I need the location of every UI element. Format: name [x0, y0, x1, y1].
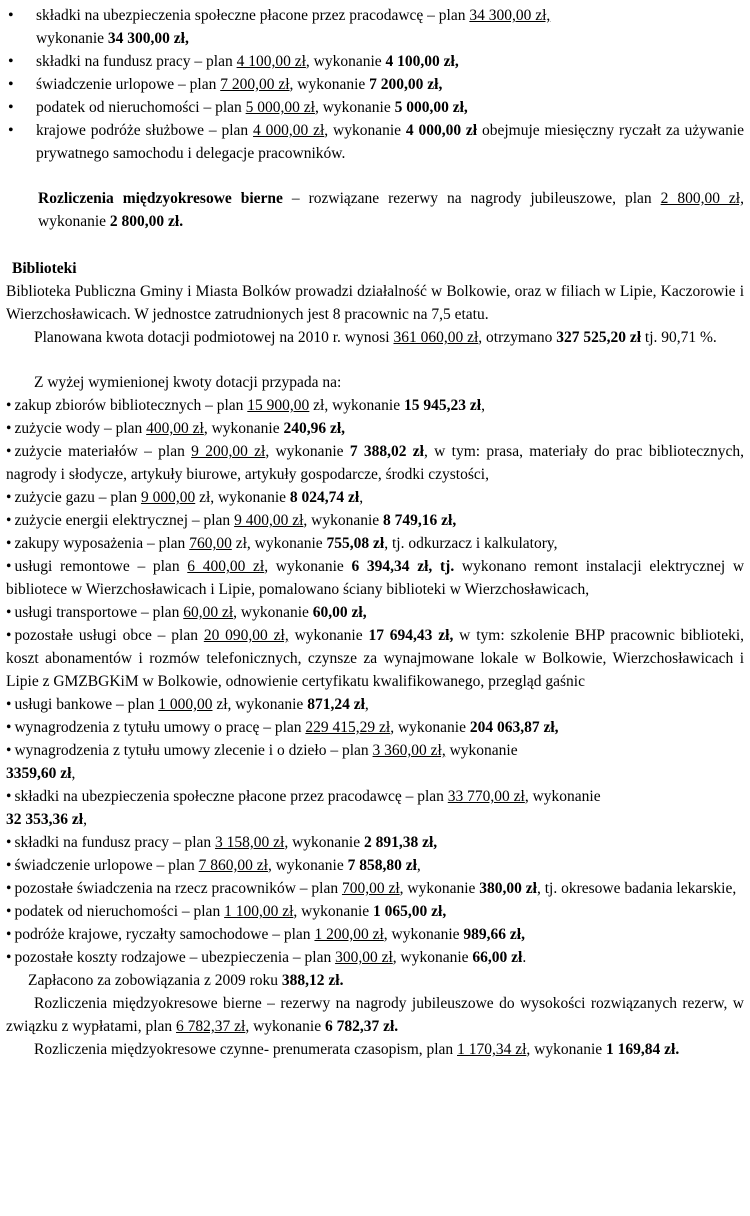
item-text: , — [481, 397, 485, 414]
list-item — [6, 417, 744, 440]
item-text: , wykonanie — [399, 880, 480, 897]
done-value: 327 525,20 zł — [556, 329, 642, 346]
plan-value: 15 900,00 — [247, 397, 310, 414]
plan-value: 20 090,00 zł, — [203, 627, 289, 644]
bullet-icon: • — [6, 742, 12, 759]
bullet-icon: • — [6, 719, 12, 736]
item-text: składki na ubezpieczenia społeczne płacone przez pracodawcę – plan — [36, 7, 470, 24]
item-text: , — [83, 811, 87, 828]
done-value: 1 065,00 zł, — [373, 903, 447, 920]
item-text: zł, wykonanie — [212, 696, 308, 713]
item-text: , wykonanie — [233, 604, 313, 621]
item-text: wynagrodzenia z tytułu umowy zlecenie i o dzieło – plan — [14, 742, 373, 759]
item-text: w tym: szkolenie BHP pracownic biblioteki, koszt abonamentów i rozmów telefonicznych, czynsze za wynajmowane lokale w Bolkowie, Wierzchosławicach i Lipie z GMZBGKiM w Bolkowie, odnowienie certyfikatu kwalifikowanego, przegląd gaśnic — [6, 627, 745, 690]
item-text: pozostałe świadczenia na rzecz pracowników – plan — [14, 880, 342, 897]
bullet-icon: • — [6, 604, 12, 621]
list-item — [6, 601, 744, 624]
list-item — [6, 693, 744, 716]
accruals-text: wykonanie — [38, 213, 110, 230]
plan-value: 400,00 zł — [146, 420, 204, 437]
list-item — [6, 4, 744, 50]
item-text: , wykonanie — [305, 53, 386, 70]
item-text: zakupy wyposażenia – plan — [14, 535, 190, 552]
done-value: 755,08 zł — [326, 535, 385, 552]
item-text: zużycie energii elektrycznej – plan — [14, 512, 235, 529]
plan-value: 1 170,34 zł — [457, 1041, 527, 1058]
item-text: zakup zbiorów bibliotecznych – plan — [14, 397, 248, 414]
done-value: 32 353,36 zł — [6, 811, 84, 828]
plan-value: 9 200,00 zł — [191, 443, 266, 460]
subsidy-text: , otrzymano — [478, 329, 557, 346]
done-value: 66,00 zł — [472, 949, 523, 966]
item-text: , wykonanie — [265, 443, 350, 460]
bullet-icon: • — [6, 949, 12, 966]
bullet-icon: • — [6, 696, 12, 713]
bullet-icon: • — [6, 558, 12, 575]
list-item — [6, 394, 744, 417]
item-text: , wykonanie — [524, 788, 601, 805]
plan-value: 60,00 zł — [183, 604, 234, 621]
list-item — [6, 509, 744, 532]
accruals-active-paragraph — [6, 1038, 744, 1061]
done-value: 4 100,00 zł, — [385, 53, 459, 70]
list-item — [6, 877, 744, 900]
plan-value: 2 800,00 zł, — [660, 190, 744, 207]
bullet-icon: • — [6, 535, 12, 552]
item-text: zużycie materiałów – plan — [14, 443, 192, 460]
done-value: 15 945,23 zł — [404, 397, 482, 414]
done-value: 8 024,74 zł — [289, 489, 360, 506]
subsidy-text: tj. 90,71 %. — [641, 329, 717, 346]
done-value: 7 388,02 zł — [349, 443, 424, 460]
done-value: 8 749,16 zł, — [383, 512, 457, 529]
plan-value: 229 415,29 zł — [305, 719, 391, 736]
allocation-lead: Z wyżej wymienionej kwoty dotacji przypada na: — [34, 374, 342, 391]
item-text: , wykonanie — [267, 857, 348, 874]
done-value: 204 063,87 zł, — [469, 719, 559, 736]
done-value: 989,66 zł, — [463, 926, 525, 943]
plan-value: 34 300,00 zł, — [469, 7, 551, 24]
item-text: podatek od nieruchomości – plan — [36, 99, 246, 116]
done-value: 4 000,00 zł — [405, 122, 478, 139]
done-value: 871,24 zł — [307, 696, 365, 713]
bullet-icon: • — [6, 489, 12, 506]
paid-paragraph — [6, 969, 744, 992]
item-text: zużycie gazu – plan — [14, 489, 141, 506]
item-text: pozostałe koszty rodzajowe – ubezpieczenia – plan — [14, 949, 336, 966]
plan-value: 1 200,00 zł — [314, 926, 384, 943]
item-text: usługi remontowe – plan — [14, 558, 188, 575]
item-text: , tj. odkurzacz i kalkulatory, — [384, 535, 558, 552]
item-text: pozostałe usługi obce – plan — [14, 627, 204, 644]
item-text: , wykonanie — [324, 122, 406, 139]
item-text: , wykonanie — [390, 719, 470, 736]
list-item — [6, 785, 744, 831]
list-item — [6, 624, 744, 693]
item-text: wykonanie — [445, 742, 518, 759]
plan-value: 33 770,00 zł — [447, 788, 525, 805]
item-text: składki na fundusz pracy – plan — [14, 834, 216, 851]
item-text: usługi bankowe – plan — [14, 696, 159, 713]
accruals-paragraph — [6, 187, 744, 233]
bullet-icon: • — [6, 857, 12, 874]
list-item — [6, 854, 744, 877]
list-item — [6, 831, 744, 854]
done-value: 6 394,34 zł, tj. — [351, 558, 455, 575]
item-text: zł, wykonanie — [309, 397, 404, 414]
item-text: składki na ubezpieczenia społeczne płacone przez pracodawcę – plan — [14, 788, 448, 805]
plan-value: 361 060,00 zł — [393, 329, 479, 346]
item-text: wykonanie — [36, 30, 108, 47]
done-value: 6 782,37 zł. — [324, 1018, 399, 1035]
item-text: , — [359, 489, 364, 506]
plan-value: 300,00 zł — [335, 949, 393, 966]
list-item — [6, 119, 744, 165]
list-item — [6, 555, 744, 601]
done-value: 388,12 zł. — [281, 972, 344, 989]
accruals-text: Rozliczenia międzyokresowe czynne- prenumerata czasopism, plan — [34, 1041, 458, 1058]
bullet-icon: • — [6, 512, 12, 529]
done-value: 3359,60 zł — [6, 765, 72, 782]
done-value: 240,96 zł, — [283, 420, 346, 437]
accruals-text: – rozwiązane rezerwy na nagrody jubileuszowe, plan — [282, 190, 661, 207]
plan-value: 3 360,00 zł, — [372, 742, 446, 759]
done-value: 7 858,80 zł — [347, 857, 417, 874]
list-item — [6, 486, 744, 509]
plan-value: 6 782,37 zł — [176, 1018, 246, 1035]
done-value: 7 200,00 zł, — [369, 76, 443, 93]
accruals-title: Rozliczenia międzyokresowe bierne — [38, 190, 283, 207]
plan-value: 9 000,00 — [140, 489, 196, 506]
list-item — [6, 73, 744, 96]
plan-value: 760,00 — [189, 535, 232, 552]
plan-value: 7 860,00 zł — [198, 857, 268, 874]
plan-value: 1 100,00 zł — [224, 903, 294, 920]
plan-value: 4 000,00 zł — [253, 122, 325, 139]
plan-value: 3 158,00 zł — [215, 834, 285, 851]
plan-value: 4 100,00 zł — [236, 53, 306, 70]
item-text: zł, wykonanie — [195, 489, 290, 506]
bullet-icon: • — [6, 926, 12, 943]
accruals-text: , wykonanie — [526, 1041, 607, 1058]
subsidy-paragraph — [6, 326, 744, 349]
item-text: składki na fundusz pracy – plan — [36, 53, 237, 70]
item-text: krajowe podróże służbowe – plan — [36, 122, 254, 139]
item-text: , wykonanie — [314, 99, 395, 116]
item-text: wynagrodzenia z tytułu umowy o pracę – plan — [14, 719, 306, 736]
list-item — [6, 532, 744, 555]
item-text: świadczenie urlopowe – plan — [14, 857, 199, 874]
plan-value: 700,00 zł — [341, 880, 400, 897]
accruals-passive-paragraph — [6, 992, 744, 1038]
bullet-icon: • — [6, 834, 12, 851]
item-text: , wykonanie — [303, 512, 384, 529]
item-text: świadczenie urlopowe – plan — [36, 76, 221, 93]
item-text: obejmuje miesięczny ryczałt za używanie prywatnego samochodu i delegacje pracowników. — [36, 122, 745, 162]
bullet-icon: • — [6, 903, 12, 920]
item-text: , wykonanie — [293, 903, 374, 920]
done-value: 2 800,00 zł. — [109, 213, 184, 230]
top-cost-list — [6, 4, 744, 165]
accruals-text: , wykonanie — [245, 1018, 325, 1035]
list-item — [6, 946, 744, 969]
bullet-icon: • — [6, 627, 12, 644]
bullet-icon: • — [6, 880, 12, 897]
done-value: 17 694,43 zł, — [368, 627, 454, 644]
done-value: 2 891,38 zł, — [363, 834, 438, 851]
list-item — [6, 923, 744, 946]
section-heading — [6, 257, 744, 280]
heading-text: Biblioteki — [12, 260, 77, 277]
done-value: 1 169,84 zł. — [606, 1041, 680, 1058]
list-item — [6, 739, 744, 785]
item-text: , — [416, 857, 421, 874]
item-text: , wykonanie — [383, 926, 464, 943]
list-item — [6, 96, 744, 119]
item-text: , w tym: prasa, materiały do prac bibliotecznych, nagrody i słodycze, artykuły biurowe, artykuły gospodarcze, środki czystości, — [6, 443, 744, 483]
plan-value: 7 200,00 zł — [220, 76, 290, 93]
item-text: , wykonanie — [203, 420, 284, 437]
library-cost-list — [6, 394, 744, 969]
item-text: zużycie wody – plan — [14, 420, 147, 437]
item-text: , tj. okresowe badania lekarskie, — [536, 880, 737, 897]
item-text: , wykonanie — [264, 558, 352, 575]
item-text: , wykonanie — [284, 834, 364, 851]
paid-text: Zapłacono za zobowiązania z 2009 roku — [28, 972, 282, 989]
bullet-icon: • — [6, 420, 12, 437]
bullet-icon: • — [6, 397, 12, 414]
done-value: 380,00 zł — [479, 880, 537, 897]
list-item — [6, 50, 744, 73]
list-item — [6, 440, 744, 486]
plan-value: 5 000,00 zł — [245, 99, 315, 116]
plan-value: 1 000,00 — [158, 696, 213, 713]
item-text: usługi transportowe – plan — [14, 604, 184, 621]
item-text: , wykonanie — [289, 76, 370, 93]
list-item — [6, 900, 744, 923]
item-text: , — [364, 696, 369, 713]
bullet-icon: • — [6, 443, 12, 460]
done-value: 60,00 zł, — [312, 604, 367, 621]
done-value: 5 000,00 zł, — [394, 99, 468, 116]
item-text: zł, wykonanie — [231, 535, 327, 552]
subsidy-text: Planowana kwota dotacji podmiotowej na 2010 r. wynosi — [34, 329, 394, 346]
item-text: podróże krajowe, ryczałty samochodowe – plan — [14, 926, 315, 943]
item-text: podatek od nieruchomości – plan — [14, 903, 225, 920]
item-text: , — [71, 765, 76, 782]
item-text: , wykonanie — [392, 949, 473, 966]
plan-value: 6 400,00 zł — [187, 558, 265, 575]
bullet-icon: • — [6, 788, 12, 805]
item-text: wykonanie — [288, 627, 369, 644]
plan-value: 9 400,00 zł — [234, 512, 304, 529]
item-text: wykonano remont instalacji elektrycznej w bibliotece w Wierzchosławicach i Lipie, pomalowano ściany biblioteki w Wierzchosławicach, — [6, 558, 745, 598]
library-intro: Biblioteka Publiczna Gminy i Miasta Bolków prowadzi działalność w Bolkowie, oraz w filiach w Lipie, Kaczorowie i Wierzchosławicach. W jednostce zatrudnionych jest 8 pracownic na 7,5 etatu. — [6, 283, 744, 323]
list-item — [6, 716, 744, 739]
done-value: 34 300,00 zł, — [107, 30, 189, 47]
accruals-text: Rozliczenia międzyokresowe bierne – rezerwy na nagrody jubileuszowe do wysokości rozwiązanych rezerw, w związku z wypłatami, plan — [6, 995, 744, 1035]
item-text: . — [522, 949, 527, 966]
